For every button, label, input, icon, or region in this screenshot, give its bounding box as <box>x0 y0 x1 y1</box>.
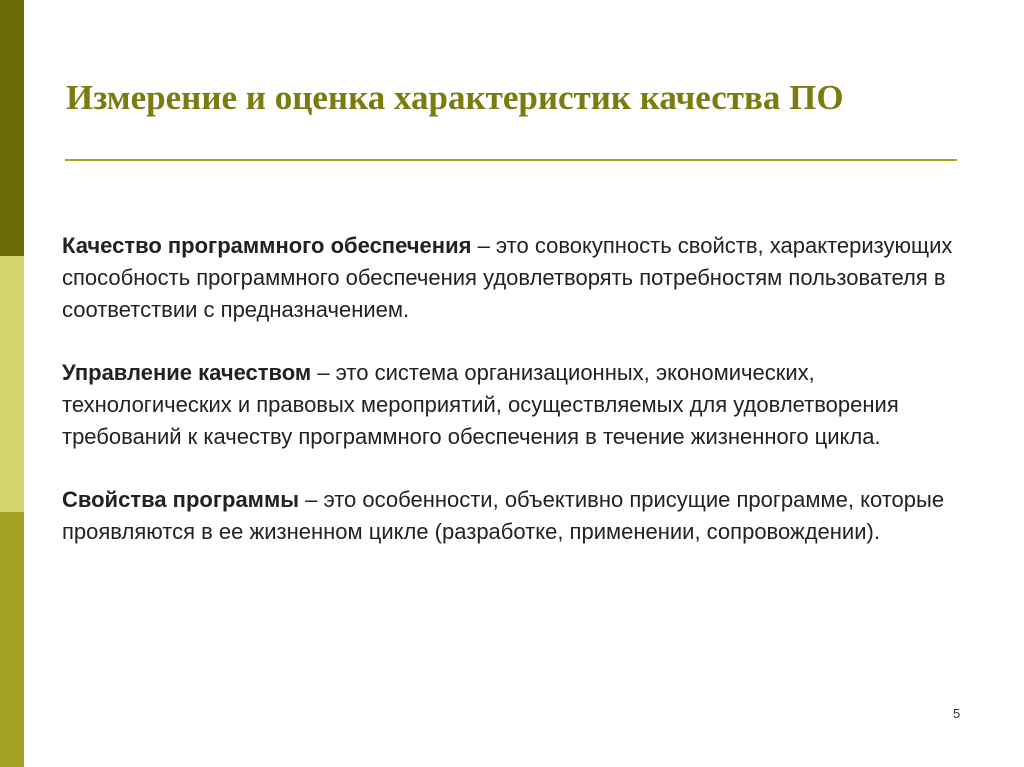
definition-quality-management-text: – это система организационных, экономических, технологических и правовых мероприятий, осуществляемых для удовлетворения требований к качеству программного обеспечения в течение жизненного цикла. <box>62 360 899 449</box>
side-bar-top-segment <box>0 0 24 256</box>
side-bar-bottom-segment <box>0 512 24 767</box>
definition-program-properties <box>62 484 962 548</box>
term-quality-management: Управление качеством <box>62 360 312 385</box>
slide-title: Измерение и оценка характеристик качества ПО <box>66 78 844 117</box>
definition-quality-management <box>62 357 962 453</box>
slide-body <box>62 230 962 548</box>
side-bar-middle-segment <box>0 256 24 512</box>
term-program-properties: Свойства программы <box>62 487 300 512</box>
definition-program-properties-text: – это особенности, объективно присущие программе, которые проявляются в ее жизненном цикле (разработке, применении, сопровождении). <box>62 487 945 544</box>
slide-number: 5 <box>953 706 961 721</box>
term-quality: Качество программного обеспечения <box>62 233 472 258</box>
definition-quality <box>62 230 962 326</box>
definition-quality-text: – это совокупность свойств, характеризующих способность программного обеспечения удовлетворять потребностям пользователя в соответствии с предназначением. <box>62 233 953 322</box>
title-underline <box>65 159 957 161</box>
